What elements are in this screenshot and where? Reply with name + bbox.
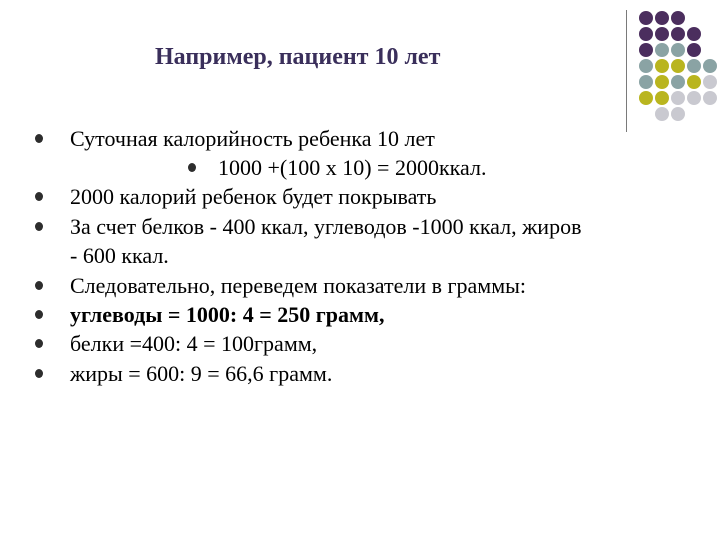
bullet-dot-icon [35,222,43,231]
bullet-text-continuation: - 600 ккал. [70,243,169,268]
decor-dot [655,107,669,121]
decor-dot [687,91,701,105]
decor-dot [639,75,653,89]
decor-dot [671,27,685,41]
decor-dot [671,91,685,105]
decor-dot [639,27,653,41]
bullet-dot-icon [35,369,43,378]
bullet-text: белки =400: 4 = 100грамм, [70,331,318,356]
bullet-text: 2000 калорий ребенок будет покрывать [70,184,437,209]
decor-dot [687,75,701,89]
bullet-text: 1000 +(100 х 10) = 2000ккал. [218,155,487,180]
decor-dot [671,11,685,25]
decor-dot [671,75,685,89]
decor-dot [655,43,669,57]
bullet-text-bold: углеводы = 1000: 4 = 250 грамм, [70,302,385,327]
decor-dot [671,107,685,121]
decor-dot [639,11,653,25]
decor-dot [671,43,685,57]
bullet-text: Суточная калорийность ребенка 10 лет [70,126,435,151]
decor-dot [655,59,669,73]
decor-dot [687,27,701,41]
decor-dot [703,59,717,73]
bullet-dot-icon [35,339,43,348]
decor-dot [655,91,669,105]
decor-dot [703,75,717,89]
decor-dot [703,91,717,105]
decor-dot [655,27,669,41]
bullet-dot-icon [188,163,196,172]
decor-dot [639,91,653,105]
decor-dot [639,59,653,73]
decor-dot [687,59,701,73]
bullet-dot-icon [35,192,43,201]
decor-dot [655,11,669,25]
bullet-text: жиры = 600: 9 = 66,6 грамм. [70,361,333,386]
bullet-dot-icon [35,134,43,143]
bullet-text: Следовательно, переведем показатели в граммы: [70,273,527,298]
decor-dot [639,43,653,57]
slide-title: Например, пациент 10 лет [155,44,441,70]
bullet-dot-icon [35,310,43,319]
bullet-dot-icon [35,281,43,290]
decor-dot [671,59,685,73]
bullet-text: За счет белков - 400 ккал, углеводов -1000 ккал, жиров [70,214,582,239]
decor-dot [655,75,669,89]
decor-dot [687,43,701,57]
vertical-divider [626,10,627,132]
